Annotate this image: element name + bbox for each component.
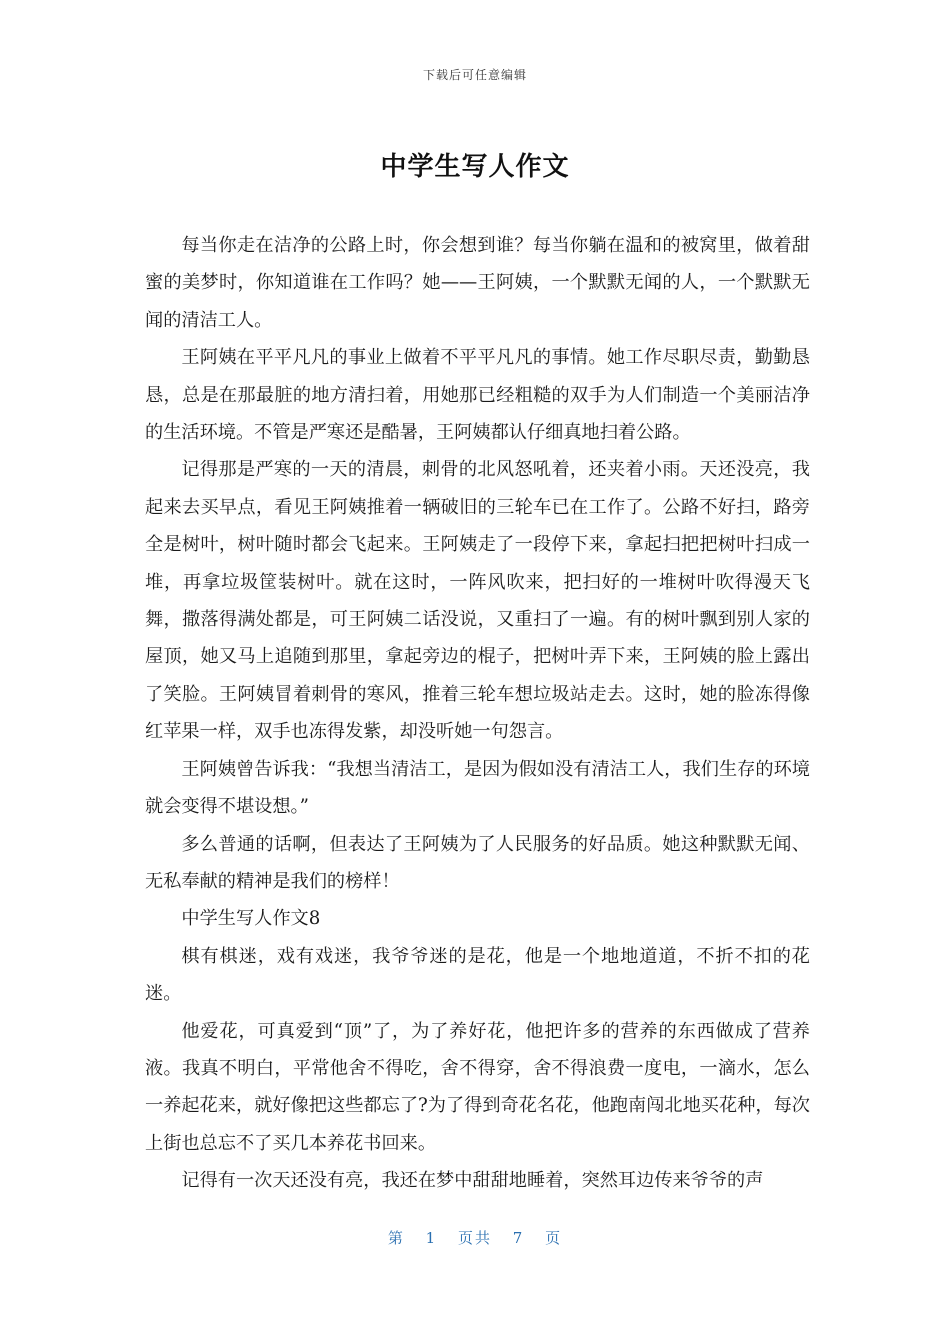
paragraph: 王阿姨曾告诉我：“我想当清洁工，是因为假如没有清洁工人，我们生存的环境就会变得不堪设想。” [145,758,810,818]
paragraph: 记得有一次天还没有亮，我还在梦中甜甜地睡着，突然耳边传来爷爷的声 [181,1170,764,1192]
paragraph: 棋有棋迷，戏有戏迷，我爷爷迷的是花，他是一个地地道道，不折不扣的花迷。 [145,945,810,1005]
page-number-footer: 第 1 页共 7 页 [387,1229,563,1247]
paragraph: 王阿姨在平平凡凡的事业上做着不平平凡凡的事情。她工作尽职尽责，勤勤恳恳，总是在那最脏的地方清扫着，用她那已经粗糙的双手为人们制造一个美丽洁净的生活环境。不管是严寒还是酷暑，王阿姨都认仔细真地扫着公路。 [145,347,810,444]
section-heading: 中学生写人作文8 [181,908,321,930]
document-title: 中学生写人作文 [380,152,570,182]
document-body [145,227,810,1200]
page-header-note: 下载后可任意编辑 [422,68,527,82]
paragraph: 记得那是严寒的一天的清晨，刺骨的北风怒吼着，还夹着小雨。天还没亮，我起来去买早点，看见王阿姨推着一辆破旧的三轮车已在工作了。公路不好扫，路旁全是树叶，树叶随时都会飞起来。王阿姨走了一段停下来，拿起扫把把树叶扫成一堆，再拿垃圾筐装树叶。就在这时，一阵风吹来，把扫好的一堆树叶吹得漫天飞舞，撒落得满处都是，可王阿姨二话没说，又重扫了一遍。有的树叶飘到别人家的屋顶，她又马上追随到那里，拿起旁边的棍子，把树叶弄下来，王阿姨的脸上露出了笑脸。王阿姨冒着刺骨的寒风，推着三轮车想垃圾站走去。这时，她的脸冻得像红苹果一样，双手也冻得发紫，却没听她一句怨言。 [145,459,810,743]
paragraph: 每当你走在洁净的公路上时，你会想到谁？每当你躺在温和的被窝里，做着甜蜜的美梦时，你知道谁在工作吗？她——王阿姨，一个默默无闻的人，一个默默无闻的清洁工人。 [145,235,810,331]
paragraph: 他爱花，可真爱到“顶”了，为了养好花，他把许多的营养的东西做成了营养液。我真不明白，平常他舍不得吃，舍不得穿，舍不得浪费一度电，一滴水，怎么一养起花来，就好像把这些都忘了?为了得到奇花名花，他跑南闯北地买花种，每次上街也总忘不了买几本养花书回来。 [145,1020,810,1154]
paragraph: 多么普通的话啊，但表达了王阿姨为了人民服务的好品质。她这种默默无闻、无私奉献的精神是我们的榜样！ [145,833,810,892]
